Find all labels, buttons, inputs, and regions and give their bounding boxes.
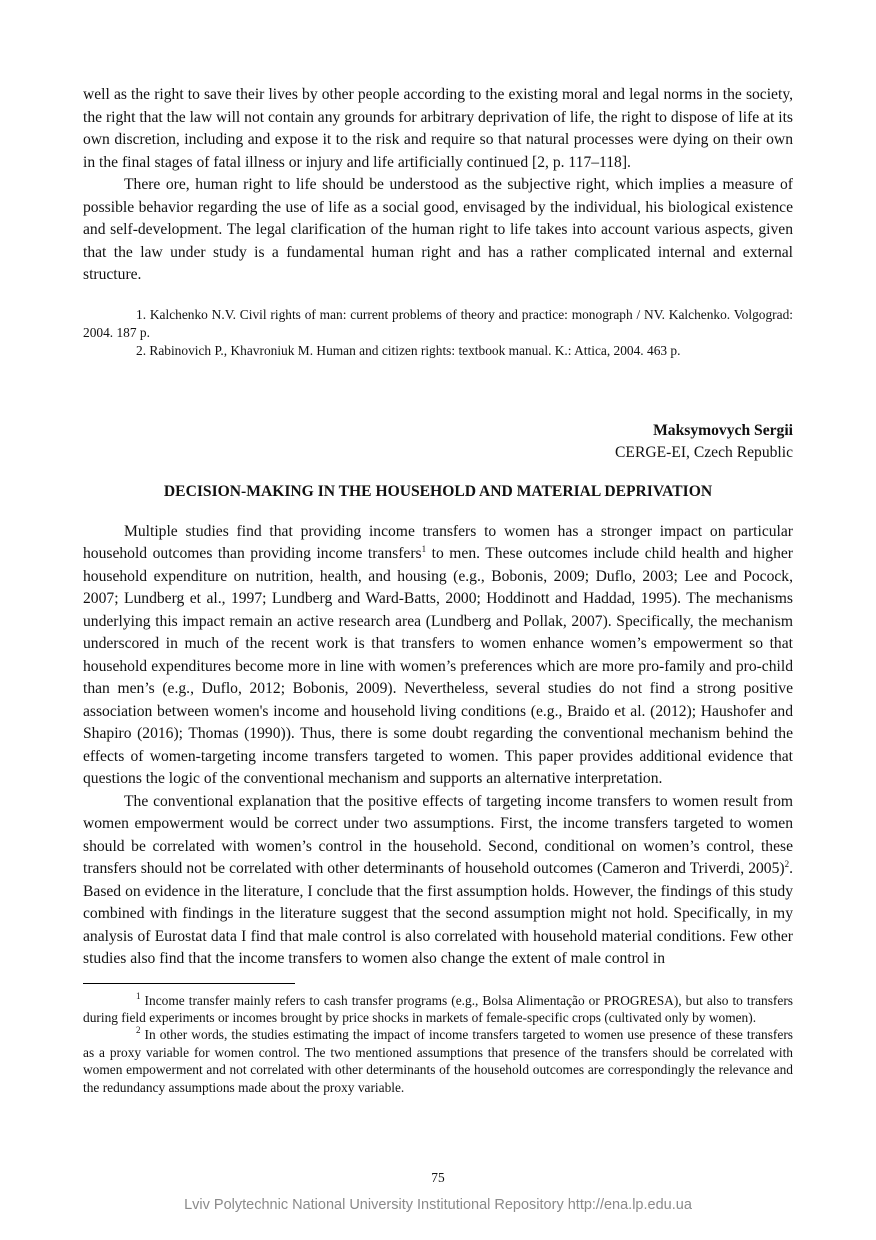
footnote-ref[interactable]: 2: [784, 859, 790, 869]
author-affiliation: CERGE-EI, Czech Republic: [615, 443, 793, 461]
footnote: [83, 1026, 793, 1096]
body-paragraph: [83, 791, 793, 971]
reference-list: [83, 306, 793, 360]
body-paragraph: well as the right to save their lives by other people according to the existing moral and legal norms in the society, the right that the law will not contain any grounds for arbitrary deprivation of life, the right to dispose of life at its own discretion, including and expose it to the risk and require so that natural processes were dying on their own in the final stages of fatal illness or injury and life artificially continued [2, p. 117–118].: [83, 86, 793, 171]
footnote: [83, 992, 793, 1027]
paragraph-text: Multiple studies find that providing income transfers to women has a stronger impact on particular household outcomes than providing income transfers: [83, 522, 793, 562]
body-paragraph: There ore, human right to life should be understood as the subjective right, which implies a measure of possible behavior regarding the use of life as a social good, envisaged by the individual, his biological existence and self-development. The legal clarification of the human right to life takes into account various aspects, given that the law under study is a fundamental human right and has a rather complicated internal and external structure.: [83, 176, 793, 283]
page-number: 75: [431, 1170, 445, 1185]
footnote-text: In other words, the studies estimating the impact of income transfers targeted to women use presence of these transfers as a proxy variable for women control. The two mentioned assumptions that presence of the transfers should be correlated with women empowerment and not correlated with other determinants of the household outcomes are correspondingly the relevance and the redundancy assumptions made about the proxy variable.: [83, 1027, 793, 1095]
repository-footer: Lviv Polytechnic National University Institutional Repository http://ena.lp.edu.ua: [184, 1197, 692, 1213]
footnote-ref[interactable]: 1: [421, 544, 427, 554]
paragraph-text: . Based on evidence in the literature, I conclude that the first assumption holds. However, the findings of this study combined with findings in the literature suggest that the second assumption might not hold. Specifically, in my analysis of Eurostat data I find that male control is also correlated with household material conditions. Few other studies also find that the income transfers to women also change the extent of male control in: [83, 860, 793, 967]
reference-item: 2. Rabinovich P., Khavroniuk M. Human and citizen rights: textbook manual. K.: Attica, 2004. 463 p.: [136, 342, 681, 358]
footnote-text: Income transfer mainly refers to cash transfer programs (e.g., Bolsa Alimentação or PROGRESA), but also to transfers during field experiments or incomes brought by price shocks in markets of female-specific crops (cultivated only by women).: [83, 992, 793, 1025]
footnote-mark: 2: [136, 1025, 141, 1036]
article-title: DECISION-MAKING IN THE HOUSEHOLD AND MATERIAL DEPRIVATION: [163, 482, 713, 500]
author-block: [83, 420, 793, 464]
reference-item: 1. Kalchenko N.V. Civil rights of man: current problems of theory and practice: monograph / NV. Kalchenko. Volgograd: 2004. 187 p.: [83, 306, 793, 340]
paragraph-text: to men. These outcomes include child health and higher household expenditure on nutrition, health, and housing (e.g., Bobonis, 2009; Duflo, 2003; Lee and Pocock, 2007; Lundberg et al., 1997; Lundberg and Ward-Batts, 2000; Hoddinott and Haddad, 1995). The mechanisms underlying this impact remain an active research area (Lundberg and Pollak, 2007). Specifically, the mechanism underscored in much of the recent work is that transfers to women enhance women’s empowerment so that household expenditures become more in line with women’s preferences which are more pro-family and pro-child than men’s (e.g., Duflo, 2012; Bobonis, 2009). Nevertheless, several studies do not find a strong positive association between women's income and household living conditions (e.g., Braido et al. (2012); Haushofer and Shapiro (2016); Thomas (1990)). Thus, there is some doubt regarding the conventional mechanism behind the effects of women-targeting income transfers targeted to women. This paper provides additional evidence that questions the logic of the conventional mechanism and supports an alternative interpretation.: [83, 545, 793, 787]
body-paragraph: [83, 521, 793, 791]
paragraph-text: The conventional explanation that the positive effects of targeting income transfers to women result from women empowerment would be correct under two assumptions. First, the income transfers targeted to women should be correlated with women’s control in the household. Second, conditional on women’s control, these transfers should not be correlated with other determinants of household outcomes (Cameron and Triverdi, 2005): [83, 792, 793, 877]
author-name: Maksymovych Sergii: [653, 421, 793, 439]
footnote-mark: 1: [136, 990, 141, 1001]
footnote-divider: [83, 983, 295, 984]
page-content: [83, 84, 793, 1096]
